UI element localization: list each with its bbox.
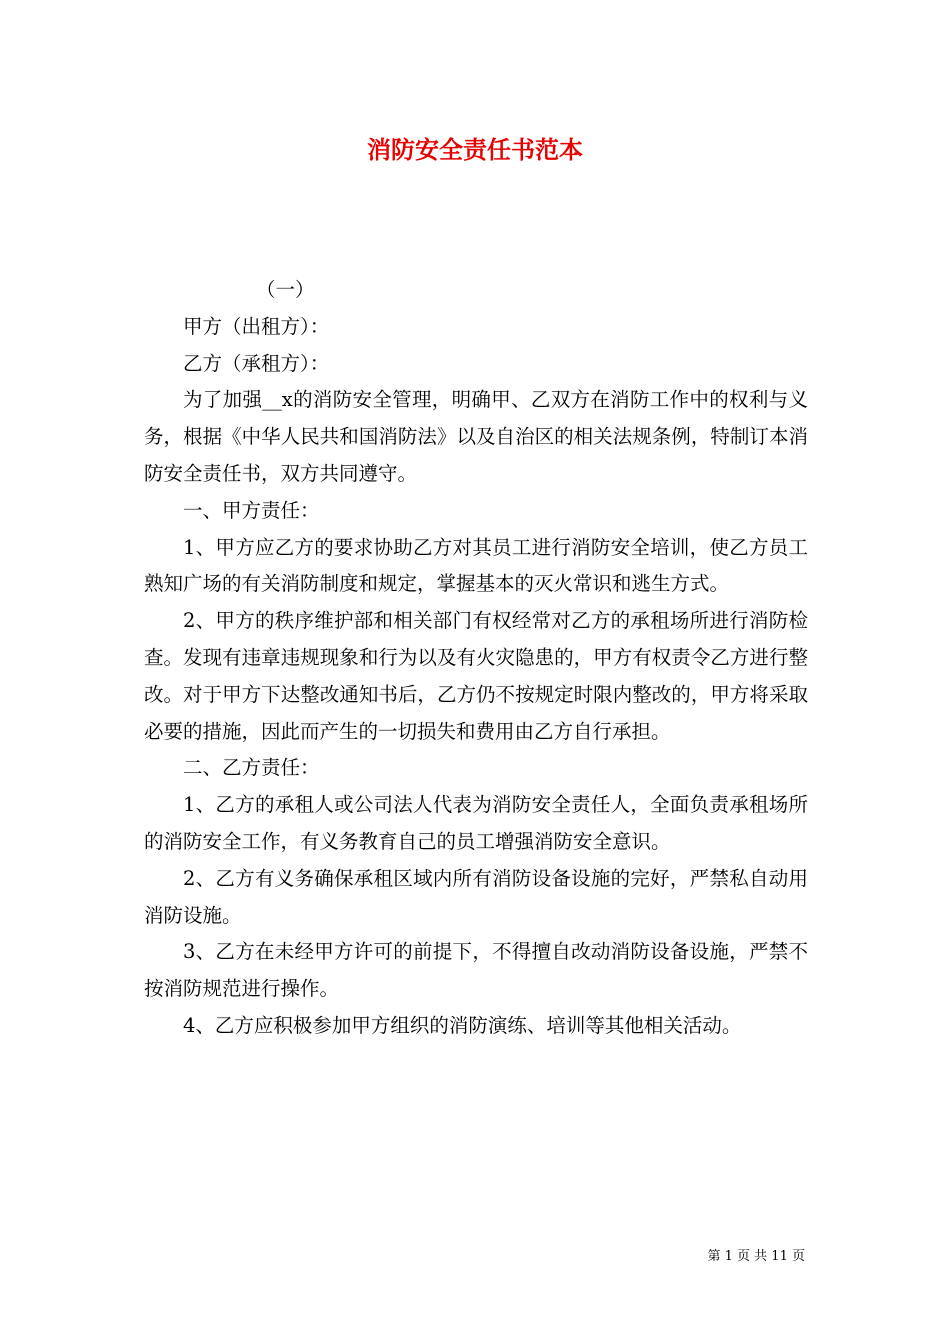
page-middle: 页 共 (737, 1249, 768, 1264)
total-pages-number: 11 (771, 1249, 788, 1264)
party-b-line: 乙方（承租方）： (183, 351, 330, 375)
page-suffix: 页 (791, 1249, 805, 1264)
party-b-clause-4: 4、乙方应积极参加甲方组织的消防演练、培训等其他相关活动。 (183, 1013, 742, 1037)
party-a-heading: 一、甲方责任： (183, 498, 320, 522)
party-b-clause-3: 3、乙方在未经甲方许可的前提下，不得擅自改动消防设备设施，严禁不按消防规范进行操作。 (144, 940, 808, 1001)
intro-paragraph: 为了加强__x的消防安全管理，明确甲、乙双方在消防工作中的权利与义务，根据《中华人民共和国消防法》以及自治区的相关法规条例，特制订本消防安全责任书，双方共同遵守。 (144, 388, 808, 485)
page-prefix: 第 (707, 1249, 721, 1264)
party-a-line: 甲方（出租方）： (183, 314, 330, 338)
page-title: 消防安全责任书范本 (367, 135, 583, 164)
document-body (144, 272, 808, 1045)
section-number: （一） (256, 278, 315, 301)
party-b-clause-1: 1、乙方的承租人或公司法人代表为消防安全责任人，全面负责承租场所的消防安全工作，有义务教育自己的员工增强消防安全意识。 (144, 793, 808, 853)
party-b-heading: 二、乙方责任： (183, 756, 320, 780)
party-a-clause-1: 1、甲方应乙方的要求协助乙方对其员工进行消防安全培训，使乙方员工熟知广场的有关消防制度和规定，掌握基本的灭火常识和逃生方式。 (144, 535, 808, 596)
current-page-number: 1 (724, 1249, 733, 1264)
page-footer (707, 1248, 805, 1266)
party-b-clause-2: 2、乙方有义务确保承租区域内所有消防设备设施的完好，严禁私自动用消防设施。 (144, 866, 808, 927)
party-a-clause-2: 2、甲方的秩序维护部和相关部门有权经常对乙方的承租场所进行消防检查。发现有违章违规现象和行为以及有火灾隐患的，甲方有权责令乙方进行整改。对于甲方下达整改通知书后，乙方仍不按规定时限内整改的，甲方将采取必要的措施，因此而产生的一切损失和费用由乙方自行承担。 (144, 609, 808, 743)
